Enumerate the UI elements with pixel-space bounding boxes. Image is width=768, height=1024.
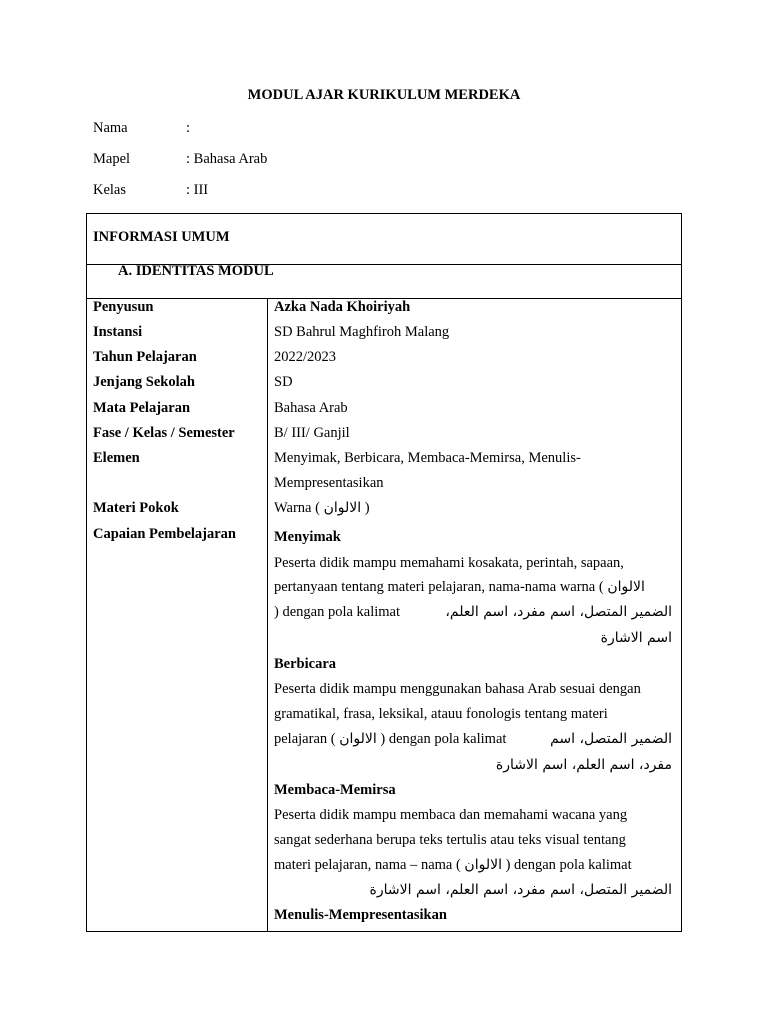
menyimak-line2-arabic: الالوان: [607, 579, 645, 595]
label-jenjang: Jenjang Sekolah: [93, 374, 195, 390]
meta-label: Kelas: [93, 182, 127, 198]
menyimak-line3-latin: ) dengan pola kalimat: [274, 604, 401, 620]
membaca-line1: Peserta didik mampu membaca dan memahami wacana yang: [274, 807, 628, 823]
membaca-line3-latin: materi pelajaran, nama – nama (: [274, 857, 461, 873]
berbicara-line3-latin: pelajaran (: [274, 731, 336, 747]
membaca-line3: [274, 857, 632, 874]
meta-value: : III: [186, 182, 209, 198]
label-instansi: Instansi: [93, 324, 143, 340]
berbicara-line4-arabic: مفرد، اسم العلم، اسم الاشارة: [495, 757, 672, 773]
value-mapel: Bahasa Arab: [274, 400, 348, 416]
label-mapel: Mata Pelajaran: [93, 400, 191, 416]
menyimak-line2: [274, 579, 645, 596]
membaca-line4-arabic: الضمير المتصل، اسم مفرد، اسم العلم، اسم الاشارة: [369, 882, 672, 898]
berbicara-line1: Peserta didik mampu menggunakan bahasa Arab sesuai dengan: [274, 681, 641, 697]
value-penyusun: Azka Nada Khoiriyah: [274, 299, 411, 315]
value-elemen-line2: Mempresentasikan: [274, 475, 384, 491]
berbicara-line3-arabic: الضمير المتصل، اسم: [550, 731, 672, 747]
menyimak-line2-latin: pertanyaan tentang materi pelajaran, nama-nama warna (: [274, 579, 604, 595]
label-capaian: Capaian Pembelajaran: [93, 526, 236, 542]
membaca-line2: sangat sederhana berupa teks tertulis atau teks visual tentang: [274, 832, 626, 848]
subsection-title: A. IDENTITAS MODUL: [118, 263, 274, 279]
materi-close: ): [364, 500, 370, 516]
label-fase: Fase / Kelas / Semester: [93, 425, 235, 441]
berbicara-line3-arabic-word: الالوان: [339, 731, 377, 747]
value-instansi: SD Bahrul Maghfiroh Malang: [274, 324, 450, 340]
meta-value: : Bahasa Arab: [186, 151, 268, 167]
materi-latin: Warna (: [274, 500, 320, 516]
heading-membaca: Membaca-Memirsa: [274, 782, 396, 798]
value-tahun: 2022/2023: [274, 349, 337, 365]
document-title: MODUL AJAR KURIKULUM MERDEKA: [247, 87, 521, 103]
label-materi: Materi Pokok: [93, 500, 179, 516]
meta-label: Mapel: [93, 151, 131, 167]
value-fase: B/ III/ Ganjil: [274, 425, 350, 441]
meta-label: Nama: [93, 120, 128, 136]
menyimak-line3-arabic: الضمير المتصل، اسم مفرد، اسم العلم،: [445, 604, 672, 620]
value-materi: [274, 500, 370, 517]
membaca-line3-arabic-word: الالوان: [464, 857, 502, 873]
berbicara-line2: gramatikal, frasa, leksikal, atauu fonologis tentang materi: [274, 706, 608, 722]
heading-berbicara: Berbicara: [274, 656, 337, 672]
berbicara-line3-latin2: ) dengan pola kalimat: [380, 731, 507, 747]
menyimak-line1: Peserta didik mampu memahami kosakata, perintah, sapaan,: [274, 555, 624, 571]
meta-value: :: [186, 120, 191, 136]
menyimak-line4-arabic: اسم الاشارة: [600, 630, 672, 646]
label-penyusun: Penyusun: [93, 299, 154, 315]
membaca-line3-latin2: ) dengan pola kalimat: [505, 857, 632, 873]
column-divider: [267, 298, 268, 932]
heading-menyimak: Menyimak: [274, 529, 341, 545]
value-elemen-line1: Menyimak, Berbicara, Membaca-Memirsa, Menulis-: [274, 450, 581, 466]
materi-arabic: الالوان: [323, 500, 362, 516]
info-table: [86, 213, 682, 932]
section-title: INFORMASI UMUM: [93, 229, 230, 245]
heading-menulis: Menulis-Mempresentasikan: [274, 907, 447, 923]
value-jenjang: SD: [274, 374, 293, 390]
label-elemen: Elemen: [93, 450, 140, 466]
label-tahun: Tahun Pelajaran: [93, 349, 197, 365]
